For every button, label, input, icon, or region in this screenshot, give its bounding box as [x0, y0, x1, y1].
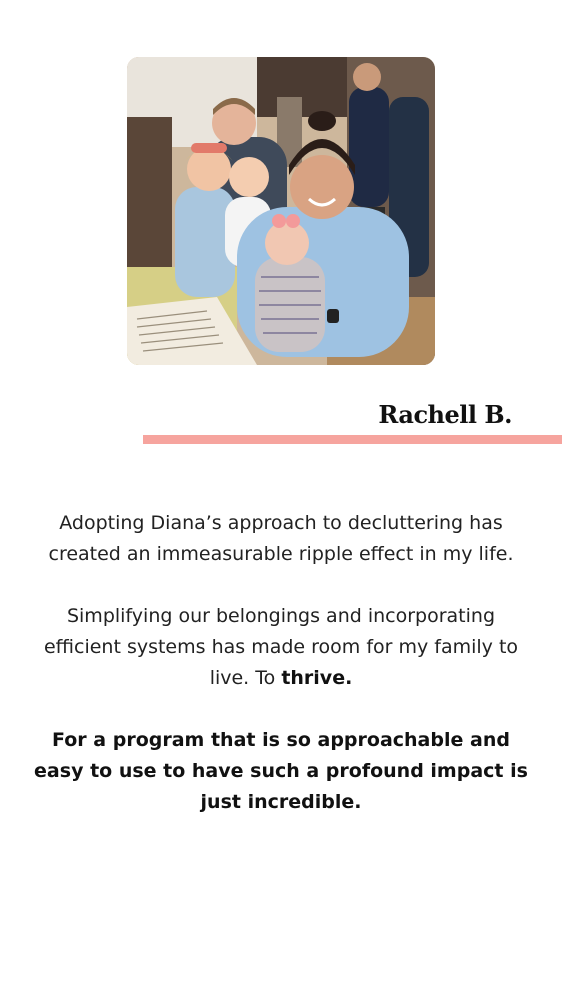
- testimonial-paragraph-2: [30, 601, 532, 694]
- family-photo: [127, 57, 435, 365]
- testimonial-quote: [30, 508, 532, 818]
- testimonial-paragraph-2-text: Simplifying our belongings and incorporating efficient systems has made room for my family to live. To: [43, 605, 519, 689]
- testimonial-paragraph-1: Adopting Diana’s approach to decluttering has created an immeasurable ripple effect in my life.: [48, 512, 514, 565]
- family-photo-illustration: [127, 57, 435, 365]
- testimonial-author: Rachell B.: [378, 400, 512, 429]
- testimonial-emphasis: thrive.: [281, 667, 353, 689]
- accent-divider: [143, 435, 562, 444]
- testimonial-paragraph-3: For a program that is so approachable and easy to use to have such a profound impact is just incredible.: [34, 729, 528, 813]
